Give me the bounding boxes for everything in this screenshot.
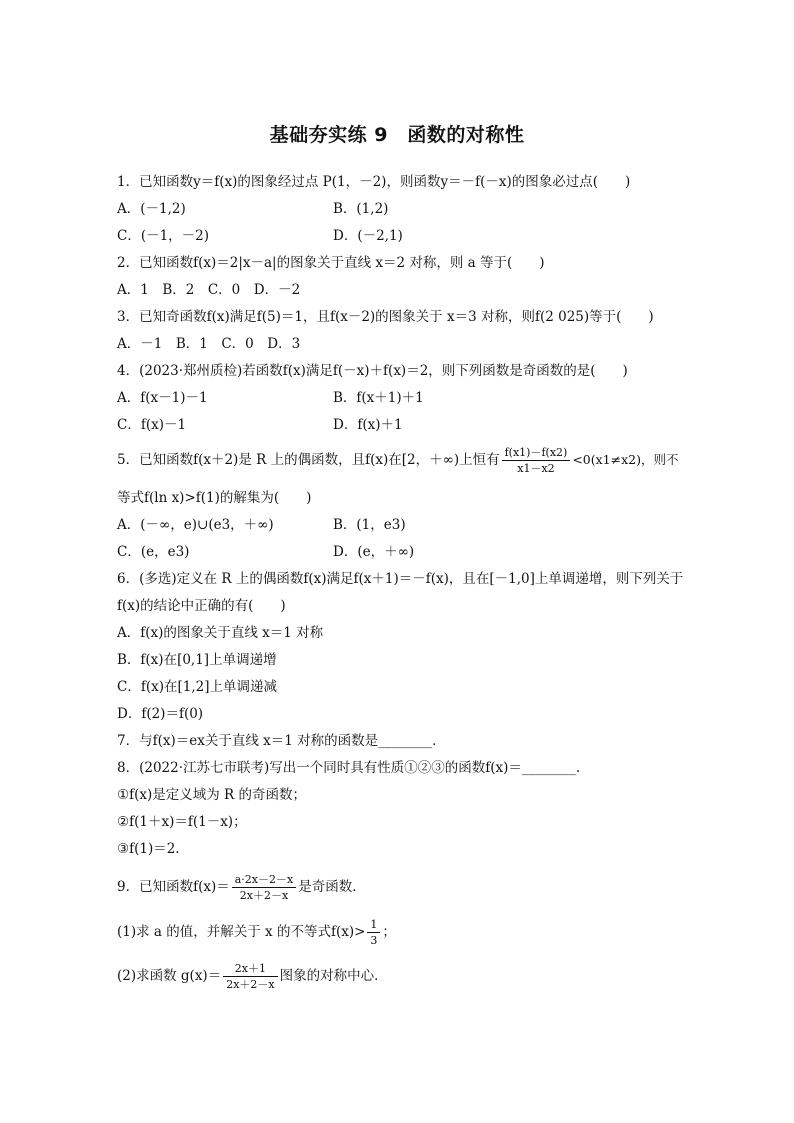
q2-stem: 2．已知函数f(x)＝2|x－a|的图象关于直线 x＝2 对称，则 a 等于( ) (117, 255, 545, 271)
q2-options: A．1 B．2 C．0 D．－2 (117, 282, 301, 298)
q4-option-a: A．f(x－1)－1 (117, 390, 208, 406)
q6-option-b: B．f(x)在[0,1]上单调递增 (117, 652, 277, 668)
q5-frac-den: x1－x2 (517, 462, 555, 475)
q9-frac-den: 2x＋2－x (239, 889, 289, 902)
q4-option-d: D．f(x)＋1 (333, 417, 403, 433)
q8-property-1: ①f(x)是定义域为 R 的奇函数； (117, 787, 306, 803)
q9-frac-num: a·2x－2－x (232, 873, 296, 888)
q5-fraction (502, 446, 571, 475)
q9-part1-num: 1 (367, 918, 380, 933)
q5-option-a: A．(－∞，e)∪(e3，＋∞) (117, 517, 274, 533)
q1-option-a: A．(－1,2) (117, 201, 186, 217)
q1-option-d: D．(－2,1) (333, 228, 403, 244)
q6-option-c: C．f(x)在[1,2]上单调递减 (117, 679, 277, 695)
q1-option-b: B．(1,2) (333, 201, 389, 217)
q6-stem-line2: f(x)的结论中正确的有( ) (117, 598, 286, 614)
q4-option-b: B．f(x＋1)＋1 (333, 390, 424, 406)
q5-option-b: B．(1，e3) (333, 517, 406, 533)
q9-part1-pre: (1)求 a 的值，并解关于 x 的不等式f(x)> (117, 924, 366, 940)
q9-part2-post: 图象的对称中心． (279, 968, 388, 984)
q9-stem-pre: 9．已知函数f(x)＝ (117, 879, 230, 895)
q8-property-2: ②f(1＋x)＝f(1－x)； (117, 814, 247, 830)
q5-stem-line2: 等式f(ln x)>f(1)的解集为( ) (117, 490, 312, 506)
q3-stem: 3．已知奇函数f(x)满足f(5)＝1，且f(x－2)的图象关于 x＝3 对称，则f(2 025)等于( ) (117, 309, 654, 325)
q9-part1-post: ； (382, 924, 396, 940)
q6-option-a: A．f(x)的图象关于直线 x＝1 对称 (117, 625, 324, 641)
q4-option-c: C．f(x)－1 (117, 417, 187, 433)
q8-property-3: ③f(1)＝2. (117, 841, 180, 857)
q6-option-d: D．f(2)＝f(0) (117, 706, 204, 722)
q9-stem (117, 873, 366, 902)
q7-stem: 7．与f(x)＝ex关于直线 x＝1 对称的函数是________． (117, 733, 446, 749)
q5-stem-pre: 5．已知函数f(x＋2)是 R 上的偶函数，且f(x)在[2，＋∞)上恒有 (117, 452, 500, 468)
q9-part-1 (117, 918, 396, 947)
q1-stem: 1．已知函数y＝f(x)的图象经过点 P(1，－2)，则函数y＝－f(－x)的图象必过点( ) (117, 174, 631, 190)
q9-part-2 (117, 962, 388, 991)
q5-option-d: D．(e，＋∞) (333, 544, 415, 560)
q3-options: A．－1 B．1 C．0 D．3 (117, 336, 301, 352)
q9-part2-den: 2x＋2－x (226, 978, 275, 991)
q6-stem-line1: 6．(多选)定义在 R 上的偶函数f(x)满足f(x＋1)＝－f(x)，且在[－1,0]上单调递增，则下列关于 (117, 571, 684, 587)
q9-part2-pre: (2)求函数 g(x)＝ (117, 968, 222, 984)
q5-stem-post: <0(x1≠x2)，则不 (572, 452, 679, 467)
q9-stem-post: 是奇函数． (298, 879, 366, 895)
q5-option-c: C．(e，e3) (117, 544, 190, 560)
q4-stem: 4．(2023·郑州质检)若函数f(x)满足f(－x)＋f(x)＝2，则下列函数是奇函数的是( ) (117, 363, 628, 379)
page-title: 基础夯实练 9 函数的对称性 (269, 124, 525, 146)
q9-part1-fraction (367, 918, 380, 947)
q8-stem: 8．(2022·江苏七市联考)写出一个同时具有性质①②③的函数f(x)＝________. (117, 760, 581, 776)
q9-part2-num: 2x＋1 (223, 962, 277, 977)
q1-option-c: C．(－1，－2) (117, 228, 210, 244)
q5-frac-num: f(x1)－f(x2) (502, 446, 571, 461)
q9-part2-fraction (223, 962, 277, 991)
q9-part1-den: 3 (370, 934, 378, 947)
q5-stem-line1 (117, 446, 678, 475)
q9-fraction (232, 873, 296, 902)
